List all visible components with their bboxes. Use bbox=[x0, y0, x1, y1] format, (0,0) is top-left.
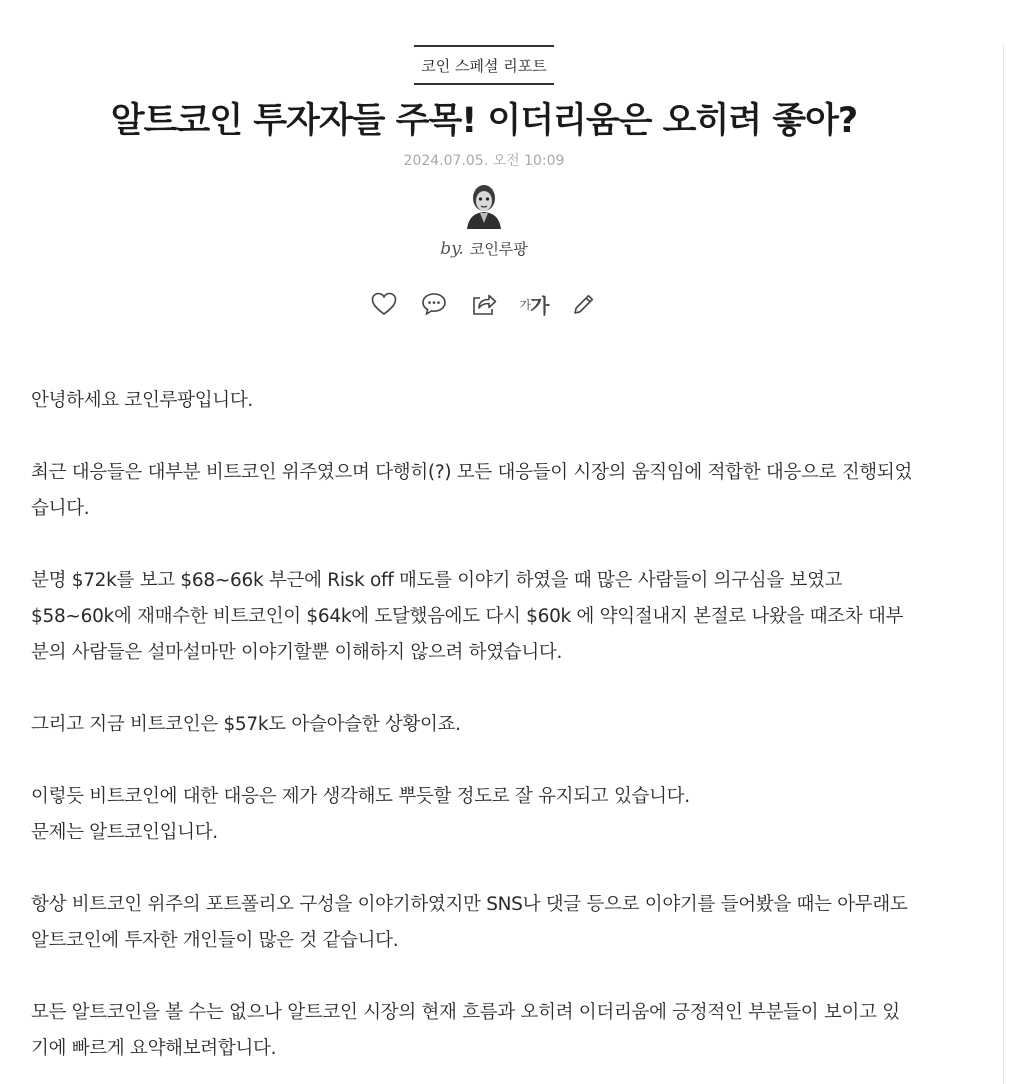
heart-icon bbox=[370, 291, 398, 317]
font-size-button[interactable] bbox=[519, 289, 549, 319]
paragraph-2-line-2: $58~60k에 재매수한 비트코인이 $64k에 도달했음에도 다시 $60k 에 약익절내지 본절로 나왔을 때조차 대부 bbox=[31, 606, 904, 627]
paragraph-3: 그리고 지금 비트코인은 $57k도 아슬아슬한 상황이죠. bbox=[31, 714, 461, 735]
paragraph-greeting: 안녕하세요 코인루팡입니다. bbox=[31, 390, 254, 411]
article-toolbar bbox=[369, 289, 599, 319]
article-title: 알트코인 투자자들 주목! 이더리움은 오히려 좋아? bbox=[110, 101, 858, 141]
pencil-icon bbox=[570, 291, 598, 317]
like-button[interactable] bbox=[369, 289, 399, 319]
share-button[interactable] bbox=[469, 289, 499, 319]
article-body bbox=[31, 383, 951, 1067]
page-divider bbox=[1003, 44, 1004, 1084]
paragraph-1-line-2: 습니다. bbox=[31, 498, 90, 519]
author-byline bbox=[0, 238, 968, 259]
author-avatar[interactable] bbox=[463, 183, 505, 229]
share-icon bbox=[470, 291, 498, 317]
font-size-small-glyph: 가 bbox=[519, 297, 531, 312]
edit-button[interactable] bbox=[569, 289, 599, 319]
paragraph-4-line-1: 이렇듯 비트코인에 대한 대응은 제가 생각해도 뿌듯할 정도로 잘 유지되고 있습니다. bbox=[31, 786, 690, 807]
comment-icon bbox=[420, 291, 448, 317]
comment-button[interactable] bbox=[419, 289, 449, 319]
by-label: by. bbox=[440, 239, 464, 259]
paragraph-5-line-2: 알트코인에 투자한 개인들이 많은 것 같습니다. bbox=[31, 930, 399, 951]
publish-date: 2024.07.05. 오전 10:09 bbox=[403, 153, 565, 169]
category-label[interactable]: 코인 스페셜 리포트 bbox=[414, 45, 554, 85]
paragraph-4-line-2: 문제는 알트코인입니다. bbox=[31, 822, 218, 843]
paragraph-5-line-1: 항상 비트코인 위주의 포트폴리오 구성을 이야기하였지만 SNS나 댓글 등으로 이야기를 들어봤을 때는 아무래도 bbox=[31, 894, 908, 915]
paragraph-6-line-1: 모든 알트코인을 볼 수는 없으나 알트코인 시장의 현재 흐름과 오히려 이더리움에 긍정적인 부분들이 보이고 있 bbox=[31, 1002, 900, 1023]
font-size-large-glyph: 가 bbox=[530, 293, 549, 318]
paragraph-2-line-3: 분의 사람들은 설마설마만 이야기할뿐 이해하지 않으려 하였습니다. bbox=[31, 642, 563, 663]
paragraph-6-line-2: 기에 빠르게 요약해보려합니다. bbox=[31, 1038, 277, 1059]
author-name[interactable]: 코인루팡 bbox=[469, 240, 528, 258]
paragraph-2-line-1: 분명 $72k를 보고 $68~66k 부근에 Risk off 매도를 이야기 하였을 때 많은 사람들이 의구심을 보였고 bbox=[31, 570, 843, 591]
paragraph-1-line-1: 최근 대응들은 대부분 비트코인 위주였으며 다행히(?) 모든 대응들이 시장의 움직임에 적합한 대응으로 진행되었 bbox=[31, 462, 913, 483]
